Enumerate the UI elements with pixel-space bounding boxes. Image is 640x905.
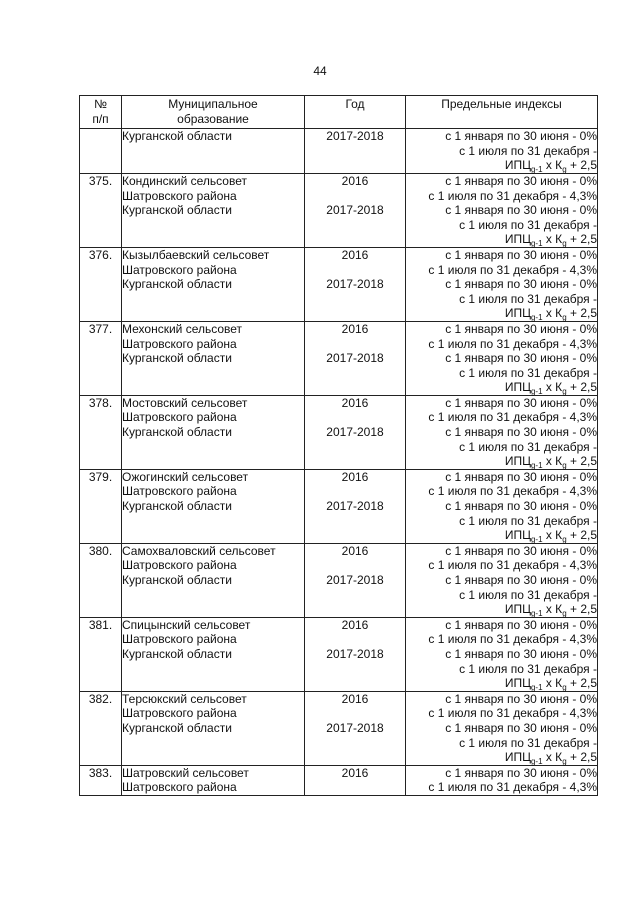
row-municipality: Терсюкский сельсовет Шатровского района Курганской области [122,691,305,765]
table-row [80,173,598,247]
row-index: с 1 января по 30 июня - 0% с 1 июля по 31 декабря - 4,3% с 1 января по 30 июня - 0% с 1 июля по 31 декабря - $ИПЦ_{g-1}$ х $К_g + 2,5$ [406,691,598,765]
row-municipality: Самохваловский сельсовет Шатровского района Курганской области [122,543,305,617]
row-index: с 1 января по 30 июня - 0% с 1 июля по 31 декабря - 4,3% с 1 января по 30 июня - 0% с 1 июля по 31 декабря - $ИПЦ_{g-1}$ х $К_g + 2,5$ [406,395,598,469]
row-municipality: Мехонский сельсовет Шатровского района Курганской области [122,321,305,395]
row-year: 2016 2017-2018 [305,321,406,395]
row-number: 378. [80,395,122,469]
index-formula: $ИПЦ_{g-1}$ х $К_g + 2,5$ [504,380,597,397]
row-municipality: Мостовский сельсовет Шатровского района Курганской области [122,395,305,469]
row-year: 2016 [305,765,406,795]
table-row-continuation [80,129,598,174]
header-index: Предельные индексы [406,96,598,129]
row-number: 379. [80,469,122,543]
index-formula: $ИПЦ_{g-1}$ х $К_g + 2,5$ [504,602,597,619]
table-header-row [80,96,598,129]
row-index: с 1 января по 30 июня - 0% с 1 июля по 31 декабря - 4,3% с 1 января по 30 июня - 0% с 1 июля по 31 декабря - $ИПЦ_{g-1}$ х $К_g + 2,5$ [406,469,598,543]
row-index: с 1 января по 30 июня - 0% с 1 июля по 31 декабря - 4,3% [406,765,598,795]
page-number: 44 [313,64,327,78]
row-number: 382. [80,691,122,765]
row-number: 375. [80,173,122,247]
index-formula: $ИПЦ_{g-1}$ х $К_g + 2,5$ [504,306,597,323]
row-municipality: Шатровский сельсовет Шатровского района [122,765,305,795]
row-index: с 1 января по 30 июня - 0% с 1 июля по 31 декабря - 4,3% с 1 января по 30 июня - 0% с 1 июля по 31 декабря - $ИПЦ_{g-1}$ х $К_g + 2,5$ [406,321,598,395]
header-municipality: Муниципальное образование [122,96,305,129]
row-municipality: Кондинский сельсовет Шатровского района Курганской области [122,173,305,247]
table-row [80,247,598,321]
row-municipality: Спицынский сельсовет Шатровского района Курганской области [122,617,305,691]
table-row [80,617,598,691]
row-number: 381. [80,617,122,691]
row-municipality: Курганской области [122,129,305,174]
row-number: 376. [80,247,122,321]
row-year: 2016 2017-2018 [305,691,406,765]
index-formula: $ИПЦ_{g-1}$ х $К_g + 2,5$ [504,454,597,471]
row-year: 2016 2017-2018 [305,173,406,247]
row-index: с 1 января по 30 июня - 0% с 1 июля по 31 декабря - 4,3% с 1 января по 30 июня - 0% с 1 июля по 31 декабря - $ИПЦ_{g-1}$ х $К_g + 2,5$ [406,617,598,691]
row-year: 2017-2018 [305,129,406,174]
row-year: 2016 2017-2018 [305,543,406,617]
table-row [80,469,598,543]
row-index: с 1 января по 30 июня - 0% с 1 июля по 31 декабря - 4,3% с 1 января по 30 июня - 0% с 1 июля по 31 декабря - $ИПЦ_{g-1}$ х $К_g + 2,5$ [406,543,598,617]
row-number: 377. [80,321,122,395]
index-formula: $ИПЦ_{g-1}$ х $К_g + 2,5$ [504,528,597,545]
index-formula: $ИПЦ_{g-1}$ х $К_g + 2,5$ [504,232,597,249]
header-number: № п/п [80,96,122,129]
header-year: Год [305,96,406,129]
row-index: с 1 января по 30 июня - 0% с 1 июля по 31 декабря - 4,3% с 1 января по 30 июня - 0% с 1 июля по 31 декабря - $ИПЦ_{g-1}$ х $К_g + 2,5$ [406,247,598,321]
row-year: 2016 2017-2018 [305,395,406,469]
row-number [80,129,122,174]
row-year: 2016 2017-2018 [305,617,406,691]
row-municipality: Кызылбаевский сельсовет Шатровского района Курганской области [122,247,305,321]
row-index: с 1 января по 30 июня - 0% с 1 июля по 31 декабря - $ИПЦ_{g-1}$ х $К_g + 2,5$ [406,129,598,174]
row-index: с 1 января по 30 июня - 0% с 1 июля по 31 декабря - 4,3% с 1 января по 30 июня - 0% с 1 июля по 31 декабря - $ИПЦ_{g-1}$ х $К_g + 2,5$ [406,173,598,247]
row-municipality: Ожогинский сельсовет Шатровского района Курганской области [122,469,305,543]
table-row [80,691,598,765]
row-number: 383. [80,765,122,795]
table-row [80,395,598,469]
row-number: 380. [80,543,122,617]
table-row [80,321,598,395]
index-formula: $ИПЦ_{g-1}$ х $К_g + 2,5$ [504,158,597,175]
row-year: 2016 2017-2018 [305,469,406,543]
row-year: 2016 2017-2018 [305,247,406,321]
table-row-last [80,765,598,795]
index-formula: $ИПЦ_{g-1}$ х $К_g + 2,5$ [504,676,597,693]
table-row [80,543,598,617]
index-formula: $ИПЦ_{g-1}$ х $К_g + 2,5$ [504,750,597,767]
tariff-index-table [79,95,598,796]
